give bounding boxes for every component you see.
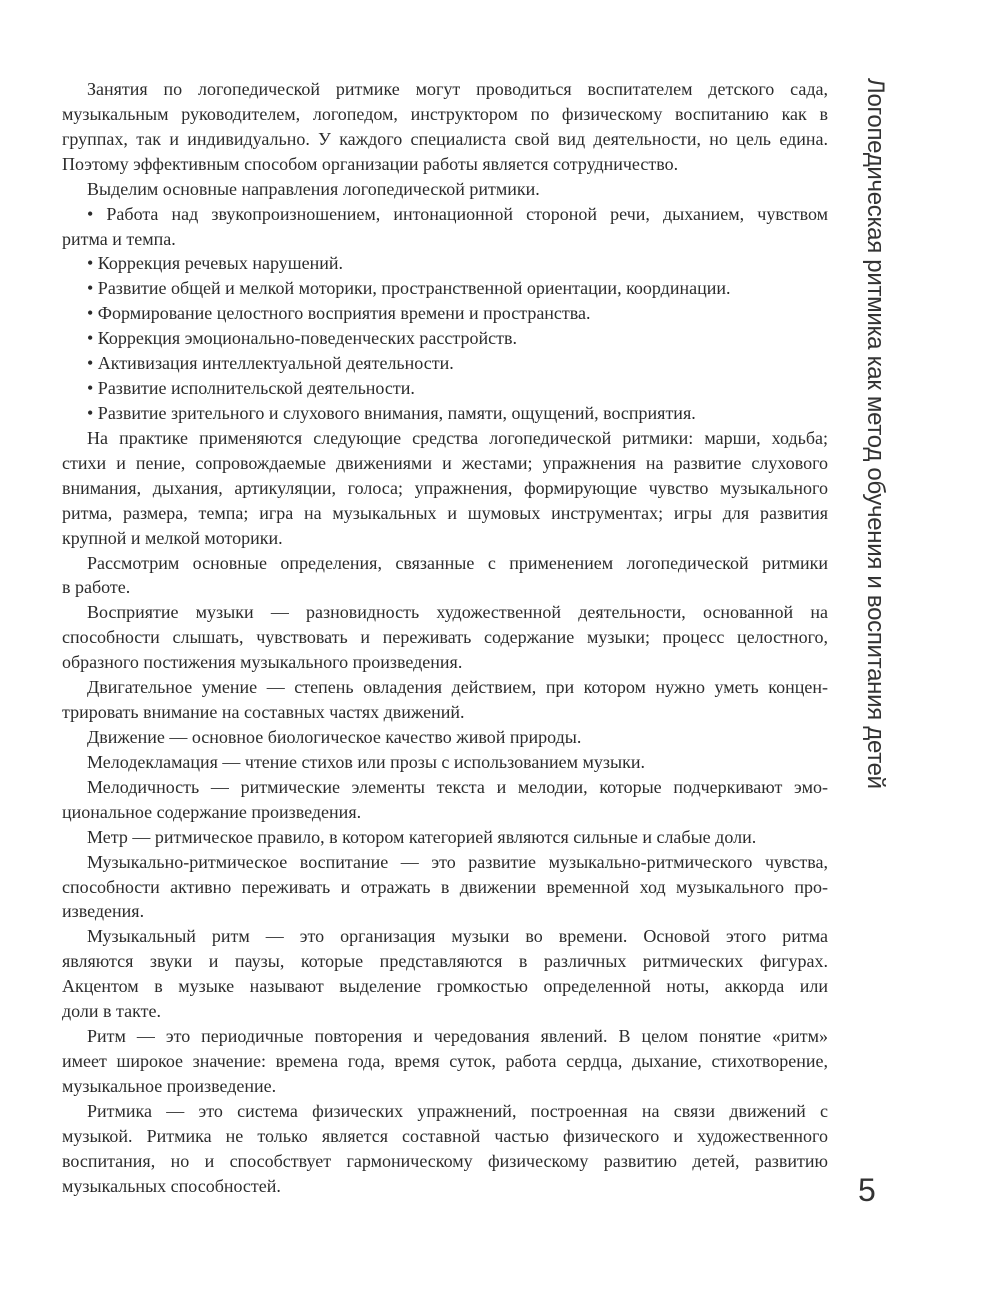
text-line: музыкой. Ритмика не только является составной частью физического и художественного bbox=[62, 1125, 828, 1146]
paragraph bbox=[62, 177, 828, 202]
paragraph bbox=[62, 326, 828, 351]
text-line: музыкальным руководителем, логопедом, инструктором по физическому воспитанию как в bbox=[62, 103, 828, 124]
paragraph bbox=[62, 77, 828, 177]
text-line: На практике применяются следующие средства логопедической ритмики: марши, ходьба; bbox=[87, 427, 828, 448]
text-line: Выделим основные направления логопедической ритмики. bbox=[87, 178, 540, 199]
text-line: Поэтому эффективным способом организации работы является сотрудничество. bbox=[62, 153, 679, 174]
paragraph bbox=[62, 850, 828, 925]
text-line: Восприятие музыки — разновидность художественной деятельности, основанной на bbox=[87, 602, 828, 623]
text-line: Ритмика — это система физических упражнений, построенная на связи движений с bbox=[87, 1100, 828, 1121]
text-line: доли в такте. bbox=[62, 1001, 161, 1022]
text-line: имеет широкое значение: времена года, время суток, работа сердца, дыхание, стихотворение, bbox=[62, 1050, 828, 1071]
text-line: • Развитие исполнительской деятельности. bbox=[87, 378, 415, 399]
text-line: Занятия по логопедической ритмике могут проводиться воспитателем детского сада, bbox=[87, 79, 828, 99]
paragraph bbox=[62, 426, 828, 551]
paragraph bbox=[62, 1024, 828, 1099]
text-line: Музыкально-ритмическое воспитание — это развитие музыкально-ритмического чувства, bbox=[87, 851, 828, 872]
text-line: внимания, дыхания, артикуляции, голоса; упражнения, формирующие чувство музыкального bbox=[62, 477, 828, 498]
paragraph bbox=[62, 775, 828, 825]
text-line: являются звуки и паузы, которые представляются в различных ритмических фигурах. bbox=[62, 951, 828, 972]
paragraph bbox=[62, 725, 828, 750]
paragraph bbox=[62, 1099, 828, 1199]
text-line: Музыкальный ритм — это организация музыки во времени. Основой этого ритма bbox=[87, 926, 828, 947]
paragraph bbox=[62, 276, 828, 301]
text-line: крупной и мелкой моторики. bbox=[62, 527, 283, 548]
paragraph bbox=[62, 675, 828, 725]
text-line: • Коррекция речевых нарушений. bbox=[87, 253, 343, 274]
text-line: • Работа над звукопроизношением, интонационной стороной речи, дыханием, чувством bbox=[87, 203, 828, 224]
paragraph bbox=[62, 825, 828, 850]
text-line: Рассмотрим основные определения, связанные с применением логопедической ритмики bbox=[87, 552, 828, 573]
paragraph bbox=[62, 750, 828, 775]
text-line: образного постижения музыкального произведения. bbox=[62, 652, 463, 673]
text-line: • Активизация интеллектуальной деятельности. bbox=[87, 353, 454, 374]
paragraph bbox=[62, 600, 828, 675]
text-line: группах, так и индивидуально. У каждого специалиста свой вид деятельности, но цель едина. bbox=[62, 128, 828, 149]
text-line: ритма и темпа. bbox=[62, 228, 176, 249]
text-line: Мелодекламация — чтение стихов или прозы с использованием музыки. bbox=[87, 751, 646, 772]
text-line: Двигательное умение — степень овладения действием, при котором нужно уметь концен- bbox=[87, 677, 828, 698]
paragraph bbox=[62, 551, 828, 601]
text-line: трировать внимание на составных частях движений. bbox=[62, 702, 465, 723]
text-line: стихи и пение, сопровождаемые движениями и жестами; упражнения на развитие слухового bbox=[62, 452, 828, 473]
paragraph bbox=[62, 924, 828, 1024]
text-line: в работе. bbox=[62, 577, 131, 598]
paragraph bbox=[62, 401, 828, 426]
text-line: Акцентом в музыке называют выделение громкостью определенной ноты, аккорда или bbox=[62, 976, 828, 997]
text-line: Движение — основное биологическое качество живой природы. bbox=[87, 726, 582, 747]
text-line: • Развитие общей и мелкой моторики, пространственной ориентации, координации. bbox=[87, 278, 731, 299]
page-number: 5 bbox=[858, 1172, 876, 1208]
text-line: способности слышать, чувствовать и переживать содержание музыки; процесс целостного, bbox=[62, 627, 828, 648]
text-line: • Коррекция эмоционально-поведенческих расстройств. bbox=[87, 328, 517, 349]
text-line: Ритм — это периодичные повторения и чередования явлений. В целом понятие «ритм» bbox=[87, 1026, 828, 1047]
text-line: Мелодичность — ритмические элементы текста и мелодии, которые подчеркивают эмо- bbox=[87, 776, 828, 797]
text-line: Метр — ритмическое правило, в котором категорией являются сильные и слабые доли. bbox=[87, 826, 757, 847]
text-line: • Формирование целостного восприятия времени и пространства. bbox=[87, 303, 591, 324]
body-text bbox=[62, 77, 828, 1198]
text-line: изведения. bbox=[62, 901, 145, 922]
running-title: Логопедическая ритмика как метод обучения и воспитания детей bbox=[862, 78, 889, 789]
paragraph bbox=[62, 301, 828, 326]
text-line: ритма, размера, темпа; игра на музыкальных и шумовых инструментах; игры для развития bbox=[62, 502, 828, 523]
paragraph bbox=[62, 251, 828, 276]
paragraph bbox=[62, 351, 828, 376]
text-line: способности активно переживать и отражать в движении временной ход музыкального про- bbox=[62, 876, 828, 897]
text-line: циональное содержание произведения. bbox=[62, 801, 362, 822]
text-line: музыкальных способностей. bbox=[62, 1175, 281, 1196]
text-line: музыкальное произведение. bbox=[62, 1075, 277, 1096]
paragraph bbox=[62, 376, 828, 401]
text-line: воспитания, но и способствует гармоническому физическому развитию детей, развитию bbox=[62, 1150, 828, 1171]
paragraph bbox=[62, 202, 828, 252]
text-line: • Развитие зрительного и слухового внимания, памяти, ощущений, восприятия. bbox=[87, 402, 696, 423]
